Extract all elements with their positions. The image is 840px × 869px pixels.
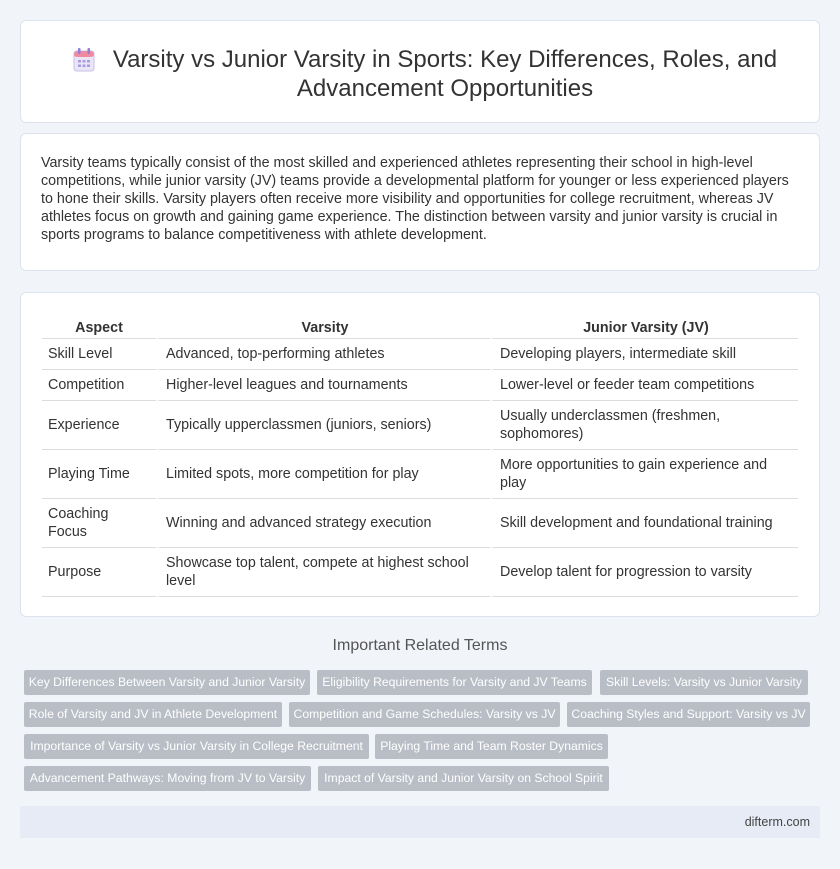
table-cell: Purpose xyxy=(42,548,156,597)
table-cell: Winning and advanced strategy execution xyxy=(156,499,490,548)
table-row xyxy=(42,339,798,370)
table-cell: Advanced, top-performing athletes xyxy=(156,339,490,370)
footer-site[interactable]: difterm.com xyxy=(744,815,810,829)
comparison-card xyxy=(20,292,820,617)
related-term-tag[interactable]: Key Differences Between Varsity and Junior Varsity xyxy=(24,670,310,695)
table-cell: Develop talent for progression to varsity xyxy=(490,548,798,597)
related-term-tag[interactable]: Importance of Varsity vs Junior Varsity in College Recruitment xyxy=(24,734,369,759)
table-row xyxy=(42,450,798,499)
related-term-tag[interactable]: Skill Levels: Varsity vs Junior Varsity xyxy=(600,670,808,695)
intro-card xyxy=(20,133,820,271)
related-term-tag[interactable]: Advancement Pathways: Moving from JV to Varsity xyxy=(24,766,311,791)
table-cell: Skill Level xyxy=(42,339,156,370)
comparison-table xyxy=(42,315,798,597)
related-term-tag[interactable]: Eligibility Requirements for Varsity and JV Teams xyxy=(317,670,592,695)
table-cell: Developing players, intermediate skill xyxy=(490,339,798,370)
page-title: Varsity vs Junior Varsity in Sports: Key Differences, Roles, and Advancement Opportunities xyxy=(112,46,778,102)
intro-paragraph: Varsity teams typically consist of the most skilled and experienced athletes representing their school in high-level competitions, while junior varsity (JV) teams provide a developmental platform for younger or less experienced players to hone their skills. Varsity players often receive more visibility and opportunities for college recruitment, whereas JV athletes focus on growth and gaining game experience. The distinction between varsity and junior varsity is crucial in sports programs to balance competitiveness with athlete development. xyxy=(41,155,789,243)
title-card xyxy=(20,20,820,123)
related-term-tag[interactable]: Coaching Styles and Support: Varsity vs JV xyxy=(567,702,810,727)
table-row xyxy=(42,370,798,401)
table-cell: Lower-level or feeder team competitions xyxy=(490,370,798,401)
related-terms-title: Important Related Terms xyxy=(332,637,508,654)
table-row xyxy=(42,548,798,597)
table-cell: Showcase top talent, compete at highest school level xyxy=(156,548,490,597)
table-header-row xyxy=(42,315,798,339)
related-term-tag[interactable]: Impact of Varsity and Junior Varsity on School Spirit xyxy=(318,766,609,791)
table-cell: Limited spots, more competition for play xyxy=(156,450,490,499)
table-cell: Typically upperclassmen (juniors, seniors) xyxy=(156,401,490,450)
header-jv: Junior Varsity (JV) xyxy=(490,315,798,339)
table-cell: Skill development and foundational training xyxy=(490,499,798,548)
table-cell: Higher-level leagues and tournaments xyxy=(156,370,490,401)
related-term-tag[interactable]: Playing Time and Team Roster Dynamics xyxy=(375,734,608,759)
table-cell: Coaching Focus xyxy=(42,499,156,548)
header-varsity: Varsity xyxy=(156,315,490,339)
footer xyxy=(20,806,820,838)
table-row xyxy=(42,401,798,450)
table-cell: Competition xyxy=(42,370,156,401)
table-row xyxy=(42,499,798,548)
table-cell: Usually underclassmen (freshmen, sophomores) xyxy=(490,401,798,450)
related-term-tag[interactable]: Competition and Game Schedules: Varsity vs JV xyxy=(289,702,560,727)
table-cell: More opportunities to gain experience and play xyxy=(490,450,798,499)
table-cell: Experience xyxy=(42,401,156,450)
table-cell: Playing Time xyxy=(42,450,156,499)
related-term-tag[interactable]: Role of Varsity and JV in Athlete Development xyxy=(24,702,282,727)
header-aspect: Aspect xyxy=(42,315,156,339)
